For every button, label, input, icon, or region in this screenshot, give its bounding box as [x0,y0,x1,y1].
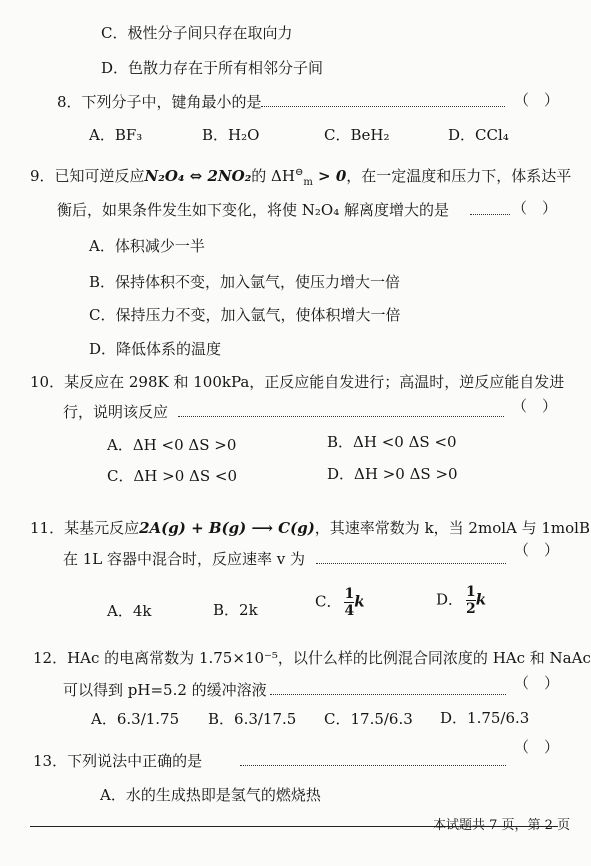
q12-option-d: D．1.75/6.3 [440,709,530,727]
answer-leader-dots [178,415,504,417]
q13-stem: 13．下列说法中正确的是 [33,752,203,770]
q11-option-d-label: D． [436,590,464,609]
answer-leader-dots [261,105,505,107]
q8-stem: 8．下列分子中，键角最小的是 [57,93,262,111]
q9-molar-subscript: m [303,177,313,188]
q11-stem-line2: 在 1L 容器中混合时，反应速率 v 为 [63,550,306,568]
q11-stem-pre: 11．某基元反应 [30,519,140,537]
q11-option-c-label: C． [315,592,342,611]
q9-condition: > 0 [312,167,347,185]
q7-option-c: C．极性分子间只存在取向力 [101,24,293,42]
fraction-denominator: 4 [344,603,355,619]
q9-standard-symbol: ⊖ [294,167,304,178]
q9-stem-mid: 的 ΔH [251,167,295,185]
q11-reaction: 2A(g) + B(g) ⟶ C(g) [139,519,315,537]
q10-option-c: C．ΔH >0 ΔS <0 [107,467,238,485]
q11-stem-post: ，其速率常数为 k，当 2molA 与 1molB [314,519,591,537]
q9-option-c: C．保持压力不变，加入氩气，使体积增大一倍 [89,306,401,324]
rate-constant-var: k [475,590,487,609]
page-footer: 本试题共 7 页，第 2 页 [433,818,571,833]
q11-option-a: A．4k [107,602,152,620]
answer-leader-dots [270,693,506,695]
fraction-denominator: 2 [466,601,476,617]
q11-stem [30,519,590,537]
q8-answer-paren: （ ） [514,91,560,109]
q9-stem-post: ，在一定温度和压力下，体系达平 [346,167,572,185]
q8-option-d: D．CCl₄ [448,126,509,144]
q10-option-a: A．ΔH <0 ΔS >0 [107,436,237,454]
q9-option-d: D．降低体系的温度 [89,340,222,358]
q10-option-d: D．ΔH >0 ΔS >0 [327,465,458,483]
q12-stem-line2: 可以得到 pH=5.2 的缓冲溶液 [63,681,267,699]
q8-option-c: C．BeH₂ [324,126,390,144]
q11-option-d [436,585,486,616]
q10-option-b: B．ΔH <0 ΔS <0 [327,433,457,451]
answer-leader-dots [240,764,506,766]
q9-stem-line2: 衡后，如果条件发生如下变化，将使 N₂O₄ 解离度增大的是 [57,201,449,219]
q9-option-a: A．体积减少一半 [89,237,205,255]
q10-stem: 10．某反应在 298K 和 100kPa，正反应能自发进行；高温时，逆反应能自发进 [30,373,565,391]
q11-option-c [315,587,365,618]
q9-option-b: B．保持体积不变，加入氩气，使压力增大一倍 [89,273,401,291]
q8-option-a: A．BF₃ [89,126,143,144]
q9-reaction: N₂O₄ ⇔ 2NO₂ [144,167,252,185]
q12-stem: 12．HAc 的电离常数为 1.75×10⁻⁵，以什么样的比例混合同浓度的 HAc 和 NaAc [33,649,591,667]
q13-answer-paren: （ ） [514,738,560,756]
q8-option-b: B．H₂O [202,126,260,144]
q12-option-a: A．6.3/1.75 [91,710,180,728]
q11-option-b: B．2k [213,601,258,619]
q9-answer-paren: （ ） [512,199,558,217]
q7-option-d: D．色散力存在于所有相邻分子间 [101,59,324,77]
fraction-numerator: 1 [466,584,476,600]
rate-constant-var: k [354,592,365,611]
q13-option-a: A．水的生成热即是氢气的燃烧热 [100,786,321,804]
q12-option-c: C．17.5/6.3 [324,710,413,728]
fraction-one-quarter [344,587,354,618]
q9-stem-pre: 9．已知可逆反应 [30,167,145,185]
q12-option-b: B．6.3/17.5 [208,710,297,728]
q10-answer-paren: （ ） [512,397,558,415]
answer-leader-dots [470,213,510,215]
q11-answer-paren: （ ） [514,541,560,559]
fraction-numerator: 1 [344,586,355,602]
fraction-one-half [466,585,476,616]
q12-answer-paren: （ ） [514,674,560,692]
q9-stem [30,164,571,192]
q10-stem-line2: 行，说明该反应 [63,403,169,421]
answer-leader-dots [316,562,506,564]
